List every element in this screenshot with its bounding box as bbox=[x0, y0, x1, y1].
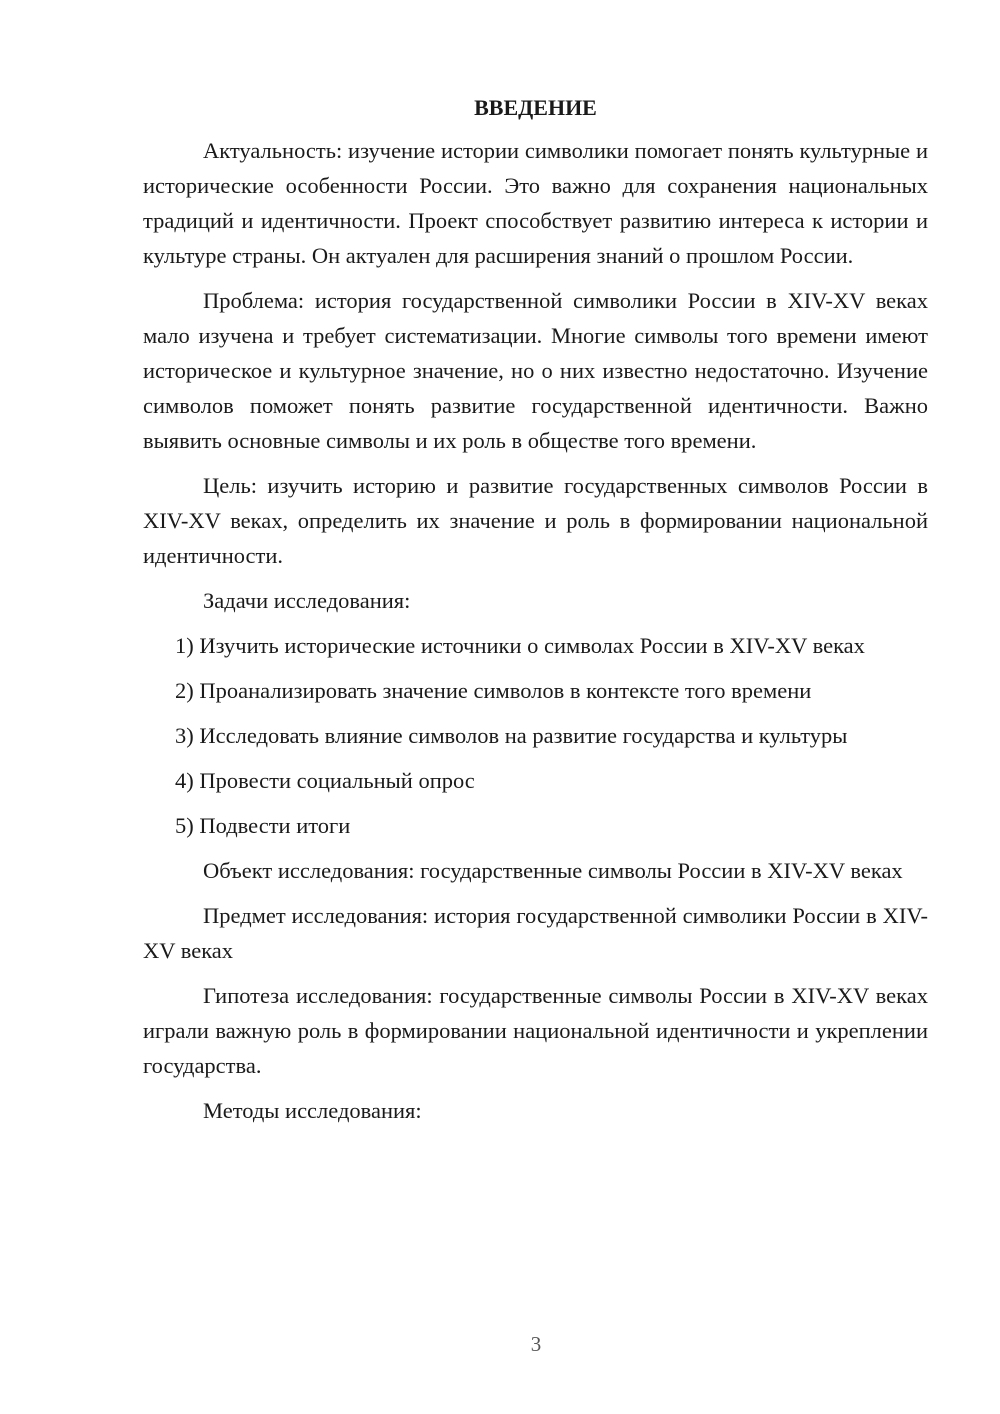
hypothesis-paragraph: Гипотеза исследования: государственные символы России в XIV-XV веках играли важную роль в формировании национальной идентичности и укреплении государства. bbox=[143, 983, 928, 1078]
problem-paragraph: Проблема: история государственной символики России в XIV-XV веках мало изучена и требует систематизации. Многие символы того времени имеют историческое и культурное значение, но о них известно недостаточно. Изучение символов поможет понять развитие государственной идентичности. Важно выявить основные символы и их роль в обществе того времени. bbox=[143, 288, 928, 453]
document-page bbox=[143, 90, 928, 1138]
page-number: 3 bbox=[530, 1332, 542, 1356]
methods-heading: Методы исследования: bbox=[203, 1098, 422, 1123]
task-item: 2) Проанализировать значение символов в контексте того времени bbox=[175, 678, 812, 703]
document-title: ВВЕДЕНИЕ bbox=[474, 95, 597, 120]
subject-paragraph: Предмет исследования: история государственной символики России в XIV-XV веках bbox=[143, 903, 928, 963]
goal-paragraph: Цель: изучить историю и развитие государственных символов России в XIV-XV веках, определить их значение и роль в формировании национальной идентичности. bbox=[143, 473, 928, 568]
tasks-heading: Задачи исследования: bbox=[203, 588, 411, 613]
object-paragraph: Объект исследования: государственные символы России в XIV-XV веках bbox=[203, 858, 903, 883]
task-item: 5) Подвести итоги bbox=[175, 813, 351, 838]
task-item: 1) Изучить исторические источники о символах России в XIV-XV веках bbox=[175, 633, 865, 658]
task-item: 4) Провести социальный опрос bbox=[175, 768, 475, 793]
task-item: 3) Исследовать влияние символов на развитие государства и культуры bbox=[175, 723, 848, 748]
relevance-paragraph: Актуальность: изучение истории символики помогает понять культурные и исторические особенности России. Это важно для сохранения национальных традиций и идентичности. Проект способствует развитию интереса к истории и культуре страны. Он актуален для расширения знаний о прошлом России. bbox=[143, 138, 928, 268]
